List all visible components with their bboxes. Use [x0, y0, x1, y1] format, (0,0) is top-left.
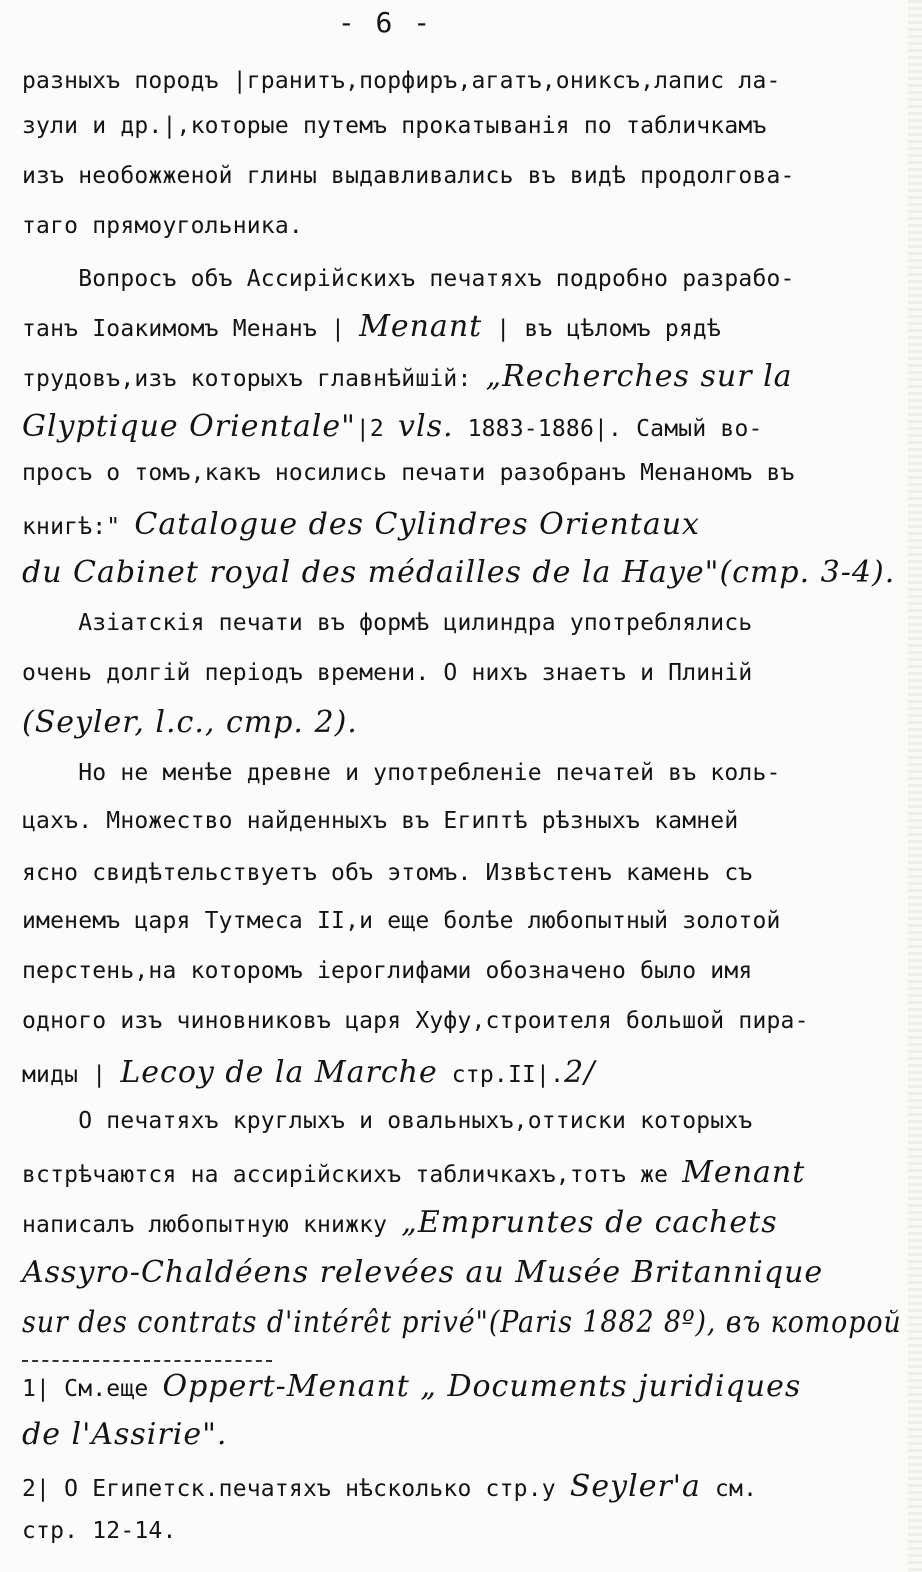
handwritten-insert: du Cabinet royal des médailles de la Haye"(стр. 3-4).	[22, 555, 896, 590]
handwritten-insert: Lecoy de la Marche	[120, 1055, 438, 1090]
typed-text: цахъ. Множество найденныхъ въ Египтѣ рѣзныхъ камней	[22, 808, 739, 834]
typed-text: Вопросъ объ Ассирійскихъ печатяхъ подробно разрабо-	[22, 266, 795, 292]
text-line	[22, 1055, 596, 1090]
text-line	[22, 1205, 778, 1240]
typed-text: разныхъ породъ |гранитъ,порфиръ,агатъ,ониксъ,лапис ла-	[22, 68, 781, 94]
footnote-line	[22, 1417, 228, 1452]
typed-text: встрѣчаются на ассирійскихъ табличкахъ,тотъ же	[22, 1162, 683, 1188]
text-line	[22, 409, 763, 444]
typed-text: Азіатскія печати въ формѣ цилиндра употреблялись	[22, 610, 753, 636]
footnote-line	[22, 1369, 802, 1404]
handwritten-insert: 2/	[564, 1055, 596, 1090]
typed-text: миды |	[22, 1062, 121, 1088]
typed-text: стр.II|.	[437, 1062, 565, 1088]
typed-text: очень долгій періодъ времени. О нихъ знаетъ и Плиній	[22, 660, 753, 686]
handwritten-insert: sur des contrats d'intérêt privé"(Paris 1882 8º), въ которой	[22, 1305, 902, 1340]
text-line	[22, 1155, 806, 1190]
typed-text: написалъ любопытную книжку	[22, 1212, 402, 1238]
text-line	[22, 1305, 902, 1340]
page-number: - 6 -	[337, 6, 433, 39]
handwritten-insert: vls.	[398, 409, 454, 444]
typed-text: изъ необожженой глины выдавливались въ видѣ продолгова-	[22, 163, 795, 189]
handwritten-insert: „Empruntes de cachets	[401, 1205, 778, 1240]
text-line	[22, 215, 303, 238]
text-line	[22, 762, 781, 785]
text-line	[22, 165, 795, 188]
footnote-line	[22, 1469, 758, 1504]
text-line	[22, 268, 795, 291]
typed-text: таго прямоугольника.	[22, 213, 303, 239]
typed-text: 1883-1886|. Самый во-	[453, 416, 763, 442]
text-line	[22, 862, 752, 885]
text-line	[22, 1010, 809, 1033]
typed-text: О печатяхъ круглыхъ и овальныхъ,оттиски которыхъ	[22, 1108, 753, 1134]
text-line	[22, 705, 358, 740]
text-line	[22, 960, 752, 983]
typed-text: ясно свидѣтельствуетъ объ этомъ. Извѣстенъ камень съ	[22, 860, 753, 886]
handwritten-insert: Assyro-Chaldéens relevées au Musée Britannique	[22, 1255, 824, 1290]
typed-text: перстень,на которомъ іероглифами обозначено было имя	[22, 958, 753, 984]
typed-text: 1| См.еще	[22, 1376, 163, 1402]
text-line	[22, 462, 795, 485]
typed-text: 2| О Египетск.печатяхъ нѣсколько стр.у	[22, 1476, 570, 1502]
typed-text: одного изъ чиновниковъ царя Хуфу,строителя большой пира-	[22, 1008, 809, 1034]
handwritten-insert: de l'Assirie".	[22, 1417, 228, 1452]
handwritten-insert: „Recherches sur la	[485, 359, 793, 394]
typed-text: см.	[700, 1476, 758, 1502]
text-line	[22, 612, 752, 635]
typed-text: книгѣ:"	[22, 514, 135, 540]
typed-text: трудовъ,изъ которыхъ главнѣйшій:	[22, 366, 486, 392]
footnote-line	[22, 1520, 177, 1543]
text-line	[22, 555, 896, 590]
typed-text: | въ цѣломъ рядѣ	[482, 316, 722, 342]
typed-text: стр. 12-14.	[22, 1518, 177, 1544]
text-line	[22, 70, 781, 93]
scan-edge	[908, 0, 922, 1572]
typed-text: |2	[355, 416, 399, 442]
typed-text: именемъ царя Тутмеса II,и еще болѣе любопытный золотой	[22, 908, 781, 934]
text-line	[22, 359, 793, 394]
text-line	[22, 507, 700, 542]
text-line	[22, 115, 767, 138]
typed-text: просъ о томъ,какъ носились печати разобранъ Менаномъ въ	[22, 460, 795, 486]
handwritten-insert: Menant	[359, 309, 483, 344]
handwritten-insert: Oppert-Menant „ Documents juridiques	[162, 1369, 802, 1404]
typed-text: танъ Іоакимомъ Менанъ |	[22, 316, 360, 342]
handwritten-insert: Catalogue des Cylindres Orientaux	[134, 507, 700, 542]
footnote-separator	[22, 1360, 272, 1362]
handwritten-insert: Menant	[682, 1155, 806, 1190]
typed-text: Но не менѣе древне и употребленіе печатей въ коль-	[22, 760, 781, 786]
handwritten-insert: (Seyler, l.c., стр. 2).	[22, 705, 358, 740]
text-line	[22, 662, 752, 685]
typed-text: зули и др.|,которые путемъ прокатыванія по табличкамъ	[22, 113, 767, 139]
text-line	[22, 810, 738, 833]
text-line	[22, 1255, 824, 1290]
handwritten-insert: Glyptique Orientale"	[22, 409, 356, 444]
text-line	[22, 910, 781, 933]
text-line	[22, 1110, 752, 1133]
text-line	[22, 309, 722, 344]
handwritten-insert: Seyler'a	[569, 1469, 701, 1504]
